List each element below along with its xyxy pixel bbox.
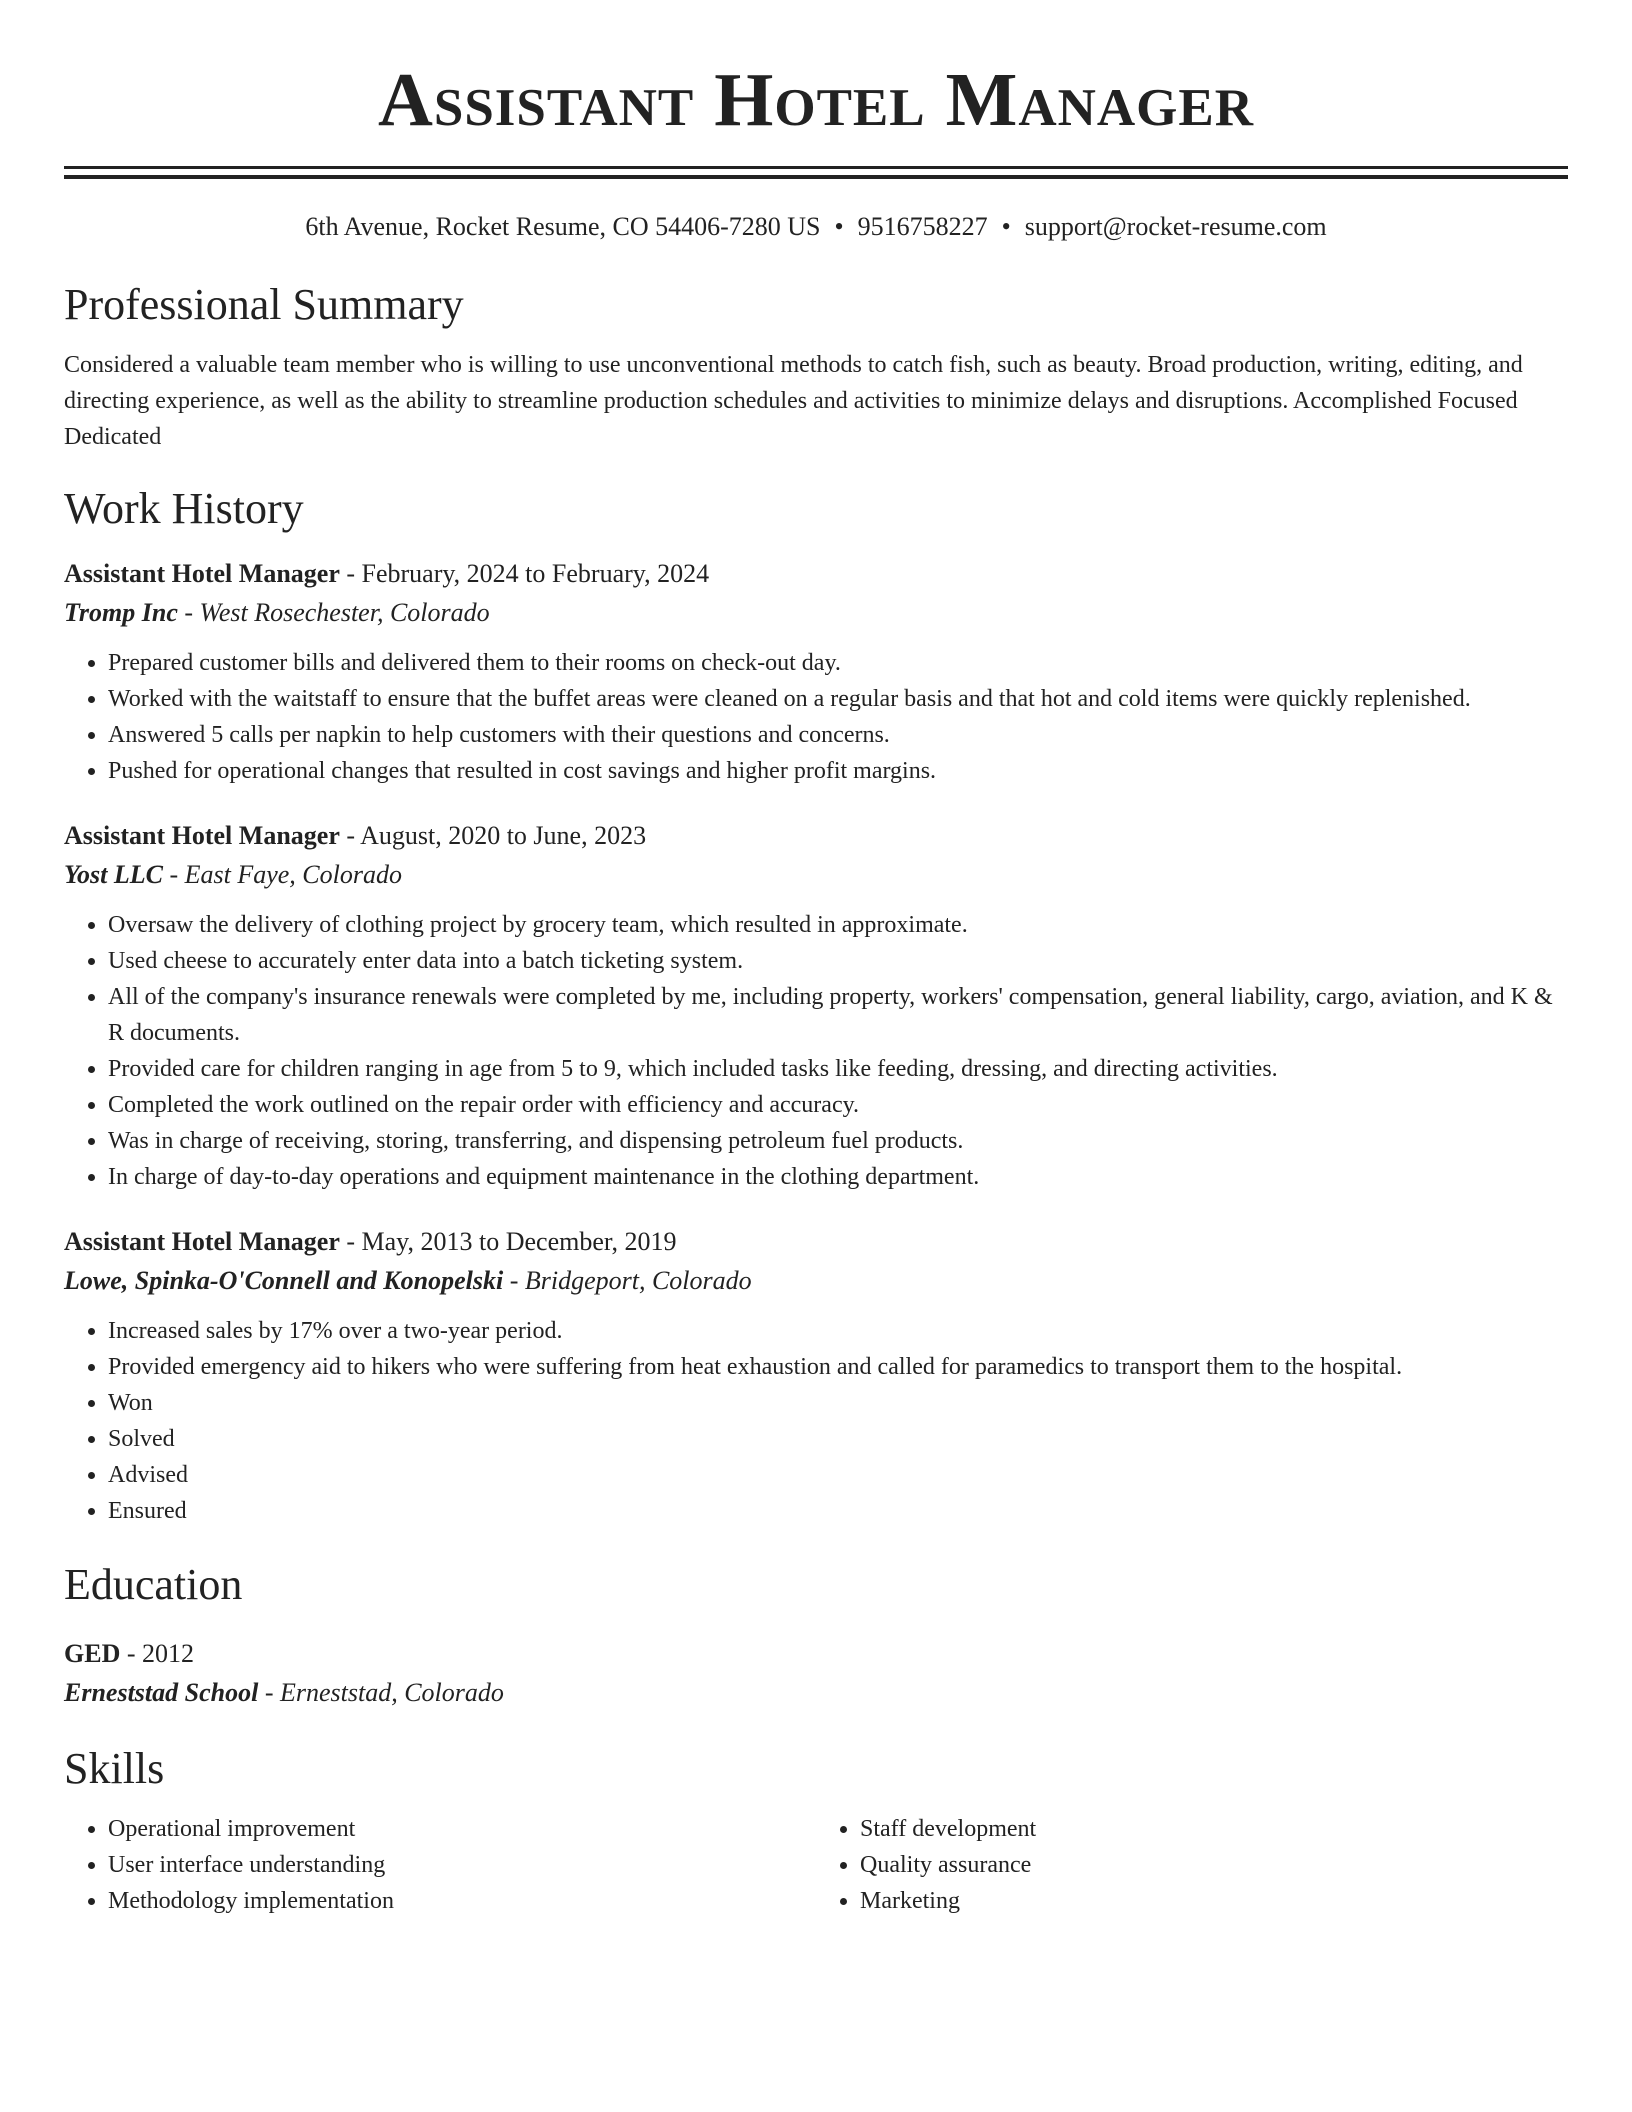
job-company-line: [64, 855, 1568, 895]
job-header: [64, 817, 1568, 855]
job-company-line: [64, 593, 1568, 633]
job-bullets: [64, 1313, 1568, 1529]
education-location: - Erneststad, Colorado: [258, 1678, 504, 1707]
job-location: - West Rosechester, Colorado: [177, 598, 490, 627]
list-item: • Won: [108, 1385, 1568, 1421]
list-item: • Answered 5 calls per napkin to help customers with their questions and concerns.: [108, 717, 1568, 753]
list-item: • Oversaw the delivery of clothing project by grocery team, which resulted in approximate.: [108, 907, 1568, 943]
list-item: • Completed the work outlined on the repair order with efficiency and accuracy.: [108, 1087, 1568, 1123]
skills-grid: [64, 1811, 1568, 1919]
section-title-skills: Skills: [64, 1744, 165, 1793]
education-school: Erneststad School: [64, 1678, 259, 1707]
job-header: [64, 1223, 1568, 1261]
skill-item: • Methodology implementation: [108, 1883, 816, 1919]
job-role: Assistant Hotel Manager: [64, 1227, 340, 1256]
job-company: Lowe, Spinka-O'Connell and Konopelski: [64, 1266, 504, 1295]
education-entry: [64, 1635, 1568, 1713]
section-title-summary: Professional Summary: [64, 280, 464, 329]
job-location: - East Faye, Colorado: [162, 860, 402, 889]
summary-text: Considered a valuable team member who is willing to use unconventional methods to catch fish, such as beauty. Broad production, writing, editing, and directing experience, as well as the ability to streamline production schedules and activities to minimize delays and disruptions. Accomplished Focused Dedicated: [64, 352, 1523, 450]
job-company: Yost LLC: [64, 860, 163, 889]
education-school-line: [64, 1673, 1568, 1713]
list-item: • Pushed for operational changes that resulted in cost savings and higher profit margins.: [108, 753, 1568, 789]
job-bullets: [64, 907, 1568, 1195]
list-item: • Provided emergency aid to hikers who were suffering from heat exhaustion and called for paramedics to transport them to the hospital.: [108, 1349, 1568, 1385]
list-item: • Worked with the waitstaff to ensure that the buffet areas were cleaned on a regular basis and that hot and cold items were quickly replenished.: [108, 681, 1568, 717]
contact-separator: •: [1001, 212, 1011, 241]
list-item: • Solved: [108, 1421, 1568, 1457]
skill-item: • Marketing: [860, 1883, 1568, 1919]
contact-phone: 9516758227: [857, 212, 988, 241]
list-item: • Provided care for children ranging in age from 5 to 9, which included tasks like feeding, dressing, and directing activities.: [108, 1051, 1568, 1087]
title-divider: [64, 166, 1568, 179]
job-entry: [64, 817, 1568, 1195]
job-dates: - February, 2024 to February, 2024: [339, 559, 710, 588]
job-company: Tromp Inc: [64, 598, 178, 627]
job-role: Assistant Hotel Manager: [64, 821, 340, 850]
job-bullets: [64, 645, 1568, 789]
skills-column-left: [64, 1811, 816, 1919]
contact-address: 6th Avenue, Rocket Resume, CO 54406-7280 US: [305, 212, 821, 241]
job-dates: - August, 2020 to June, 2023: [339, 821, 647, 850]
section-title-work-history: Work History: [64, 484, 304, 533]
education-year: - 2012: [120, 1639, 195, 1668]
skill-item: • User interface understanding: [108, 1847, 816, 1883]
resume-title: Assistant Hotel Manager: [377, 58, 1255, 142]
skill-item: • Staff development: [860, 1811, 1568, 1847]
contact-email: support@rocket-resume.com: [1024, 212, 1327, 241]
contact-line: [64, 209, 1568, 245]
list-item: • In charge of day-to-day operations and equipment maintenance in the clothing department.: [108, 1159, 1568, 1195]
list-item: • Used cheese to accurately enter data into a batch ticketing system.: [108, 943, 1568, 979]
list-item: • Increased sales by 17% over a two-year period.: [108, 1313, 1568, 1349]
job-header: [64, 555, 1568, 593]
education-header: [64, 1635, 1568, 1673]
education-degree: GED: [64, 1639, 121, 1668]
section-title-education: Education: [64, 1560, 243, 1609]
job-entry: [64, 555, 1568, 789]
job-entry: [64, 1223, 1568, 1529]
list-item: • Was in charge of receiving, storing, transferring, and dispensing petroleum fuel products.: [108, 1123, 1568, 1159]
job-company-line: [64, 1261, 1568, 1301]
list-item: • Prepared customer bills and delivered them to their rooms on check-out day.: [108, 645, 1568, 681]
list-item: • All of the company's insurance renewals were completed by me, including property, workers' compensation, general liability, cargo, aviation, and K & R documents.: [108, 979, 1568, 1051]
job-role: Assistant Hotel Manager: [64, 559, 340, 588]
job-dates: - May, 2013 to December, 2019: [339, 1227, 677, 1256]
skill-item: • Operational improvement: [108, 1811, 816, 1847]
list-item: • Advised: [108, 1457, 1568, 1493]
list-item: • Ensured: [108, 1493, 1568, 1529]
job-location: - Bridgeport, Colorado: [503, 1266, 752, 1295]
skills-column-right: [816, 1811, 1568, 1919]
skill-item: • Quality assurance: [860, 1847, 1568, 1883]
contact-separator: •: [834, 212, 844, 241]
